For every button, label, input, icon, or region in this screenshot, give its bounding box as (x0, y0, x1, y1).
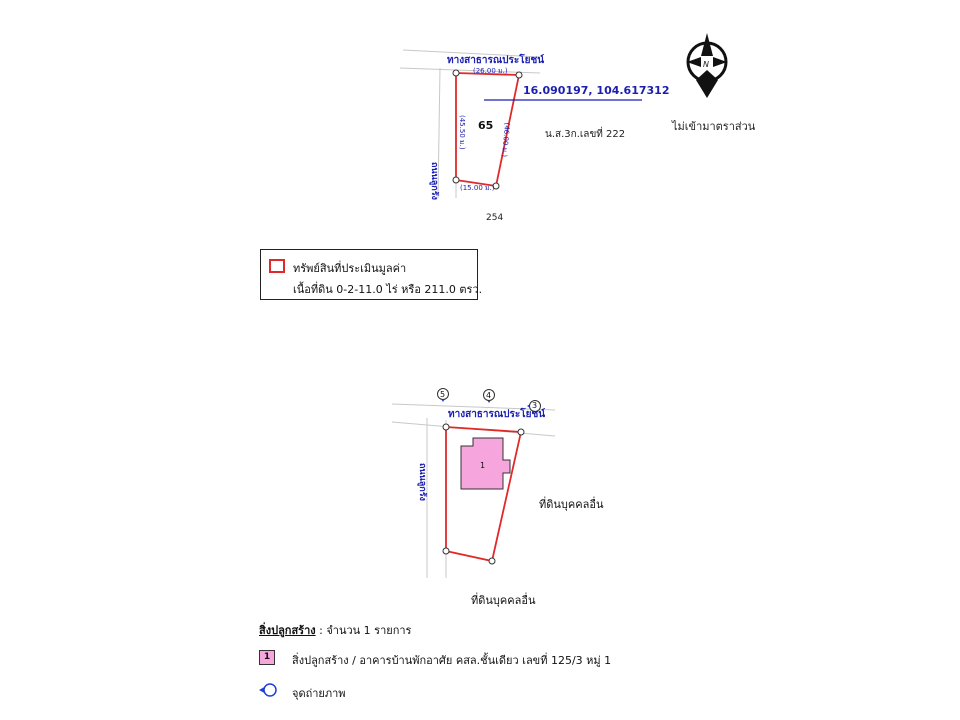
top-dim-left: (45.50 ม.) (458, 115, 466, 150)
buildings-heading-row (259, 621, 411, 639)
photo-point-legend-label: จุดถ่ายภาพ (292, 687, 346, 700)
corner-point (443, 424, 449, 430)
buildings-heading: สิ่งปลูกสร้าง (259, 624, 316, 637)
corner-point (516, 72, 522, 78)
building-footprint-1 (461, 438, 510, 489)
top-dim-top: (26.00 ม.) (473, 67, 508, 75)
building-number-label: 1 (480, 461, 486, 470)
photo-point-number-5: 5 (440, 390, 446, 399)
corner-point (453, 177, 459, 183)
north-letter: N (703, 60, 709, 69)
corner-point (518, 429, 524, 435)
buildings-count: : จำนวน 1 รายการ (319, 624, 412, 637)
boundary-legend-swatch (269, 259, 285, 273)
south-neighbor-label: ที่ดินบุคคลอื่น (471, 594, 536, 607)
legend-box (260, 249, 483, 300)
top-dim-right: (46.00 ม.) (500, 122, 512, 158)
parcel-number: 65 (478, 119, 494, 132)
legend-label: ทรัพย์สินที่ประเมินมูลค่า (293, 262, 407, 275)
top-dim-bottom: (15.00 ม.) (460, 184, 495, 192)
building-item-text: สิ่งปลูกสร้าง / อาคารบ้านพักอาศัย คสล.ชั้นเดียว เลขที่ 125/3 หมู่ 1 (292, 654, 612, 667)
corner-point (453, 70, 459, 76)
photo-point-number-3: 3 (532, 401, 538, 410)
corner-point (443, 548, 449, 554)
coordinates-label: 16.090197, 104.617312 (523, 84, 670, 97)
bottom-side-road-name: ถนนลูกรัง (417, 463, 427, 501)
photo-point-number-4: 4 (486, 391, 492, 400)
bottom-road-name: ทางสาธารณประโยชน์ (448, 409, 546, 420)
south-parcel-label: 254 (486, 213, 504, 223)
corner-point (489, 558, 495, 564)
scale-note: ไม่เข้ามาตราส่วน (672, 120, 756, 133)
photo-point-legend-icon (259, 684, 276, 696)
top-road-name: ทางสาธารณประโยชน์ (447, 55, 545, 66)
legend-area-text: เนื้อที่ดิน 0-2-11.0 ไร่ หรือ 211.0 ตรว. (293, 283, 483, 296)
building-item-swatch: 1 (259, 650, 275, 665)
east-neighbor-label: ที่ดินบุคคลอื่น (539, 498, 604, 511)
neighbor-parcel-label: น.ส.3ก.เลขที่ 222 (545, 129, 626, 140)
top-side-road-name: ถนนลูกรัง (429, 162, 439, 200)
